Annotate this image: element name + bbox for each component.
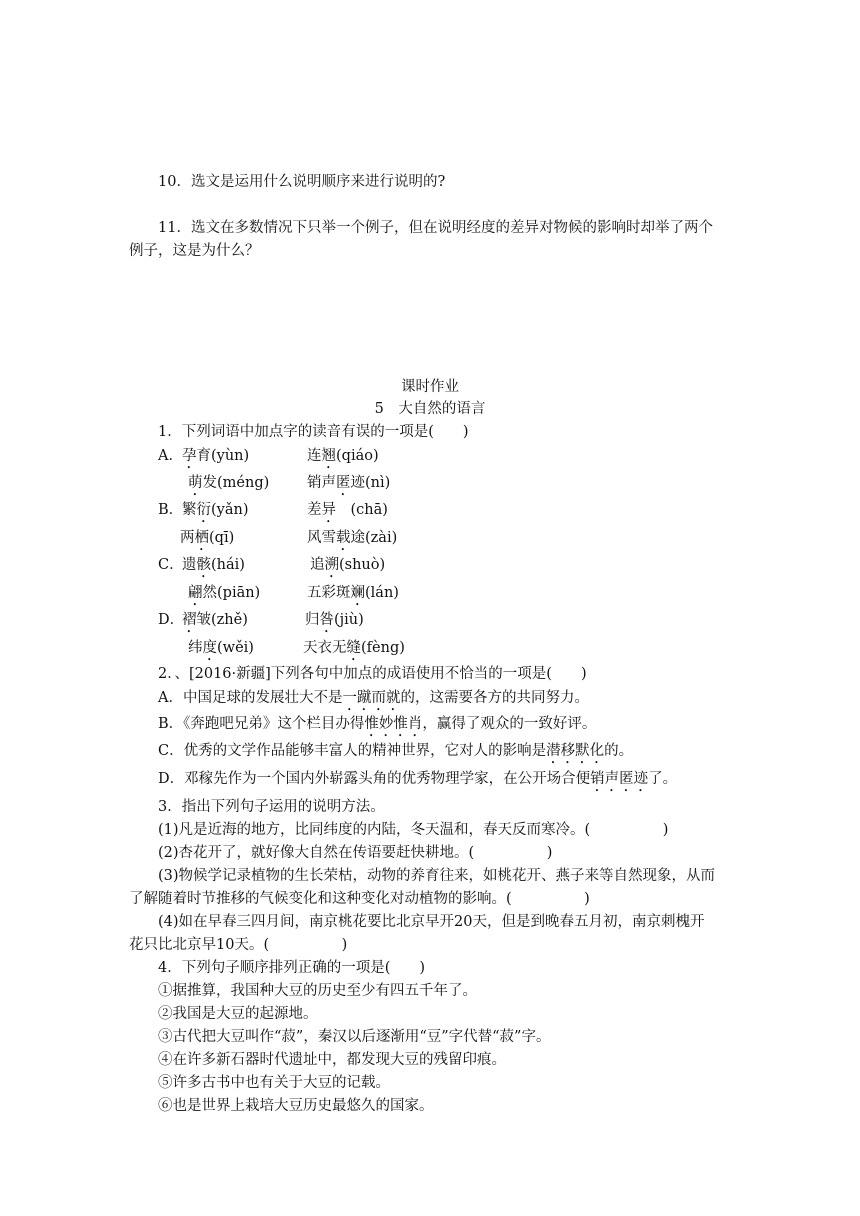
q1-d-word4: 天衣无缝(fèng)	[303, 640, 405, 656]
q4-item-3: ③古代把大豆叫作“菽”，秦汉以后逐渐用“豆”字代替“菽”字。	[158, 1029, 551, 1045]
question-11-line1: 11．选文在多数情况下只举一个例子，但在说明经度的差异对物候的影响时却举了两个	[158, 220, 713, 236]
q2-option-c: C．优秀的文学作品能够丰富人的精神世界，它对人的影响是潜移默化的。	[158, 743, 634, 759]
q4-item-5: ⑤许多古书中也有关于大豆的记载。	[158, 1075, 390, 1091]
q1-d-word2: 归咎(jiù)	[305, 612, 364, 628]
q1-c-word1: 遗骸(hái)	[182, 557, 245, 573]
q1-d-word1: 褶皱(zhě)	[182, 612, 248, 628]
q1-option-c-label: C．	[158, 557, 184, 573]
q1-b-word3: 两栖(qī)	[180, 530, 235, 546]
q1-d-word3: 纬度(wěi)	[188, 640, 254, 656]
q1-a-word4: 销声匿迹(nì)	[307, 475, 391, 491]
q1-option-a-label: A．	[158, 448, 183, 464]
q1-stem: 1．下列词语中加点字的读音有误的一项是( )	[158, 424, 469, 440]
q2-stem: 2．、[2016·新疆]下列各句中加点的成语使用不恰当的一项是( )	[158, 666, 587, 682]
q3-sentence-3-line2: 了解随着时节推移的气候变化和这种变化对动植物的影响。( )	[129, 891, 590, 907]
q3-sentence-2: (2)杏花开了，就好像大自然在传语要赶快耕地。( )	[158, 845, 553, 861]
q1-a-word2: 连翘(qiáo)	[307, 448, 379, 464]
q4-item-2: ②我国是大豆的起源地。	[158, 1006, 318, 1022]
q2-option-b: B．《奔跑吧兄弟》这个栏目办得惟妙惟肖，赢得了观众的一致好评。	[158, 716, 597, 732]
q3-sentence-4-line1: (4)如在早春三四月间，南京桃花要比北京早开20天，但是到晚春五月初，南京刺槐开	[158, 914, 705, 930]
q4-item-6: ⑥也是世界上栽培大豆历史最悠久的国家。	[158, 1098, 434, 1114]
q1-c-word2: 追溯(shuò)	[310, 557, 386, 573]
q1-a-word3: 萌发(méng)	[188, 475, 270, 491]
q4-item-4: ④在许多新石器时代遗址中，都发现大豆的残留印痕。	[158, 1052, 506, 1068]
q1-b-word1: 繁衍(yǎn)	[182, 502, 249, 518]
question-10: 10．选文是运用什么说明顺序来进行说明的?	[158, 174, 446, 190]
lesson-title: 5 大自然的语言	[374, 401, 486, 417]
q1-b-word2: 差异 (chā)	[307, 502, 388, 518]
page-title: 课时作业	[401, 379, 459, 395]
q3-sentence-1: (1)凡是近海的地方，比同纬度的内陆，冬天温和，春天反而寒冷。( )	[158, 822, 669, 838]
q2-option-d: D．邓稼先作为一个国内外崭露头角的优秀物理学家，在公开场合便销声匿迹了。	[158, 771, 678, 787]
q3-sentence-4-line2: 花只比北京早10天。( )	[129, 937, 348, 953]
question-11-line2: 例子，这是为什么？	[129, 243, 260, 259]
q1-a-word1: 孕育(yùn)	[182, 448, 250, 464]
q1-option-d-label: D．	[158, 612, 185, 628]
q4-stem: 4．下列句子顺序排列正确的一项是( )	[158, 960, 426, 976]
q1-c-word3: 翩然(piān)	[188, 585, 261, 601]
q1-c-word4: 五彩斑斓(lán)	[307, 585, 399, 601]
q1-b-word4: 风雪载途(zài)	[307, 530, 398, 546]
q3-stem: 3．指出下列句子运用的说明方法。	[158, 799, 385, 815]
q2-option-a: A．中国足球的发展壮大不是一蹴而就的，这需要各方的共同努力。	[158, 690, 589, 706]
q1-option-b-label: B．	[158, 502, 184, 518]
q4-item-1: ①据推算，我国种大豆的历史至少有四五千年了。	[158, 983, 477, 999]
q3-sentence-3-line1: (3)物候学记录植物的生长荣枯，动物的养育往来，如桃花开、燕子来等自然现象，从而	[158, 868, 716, 884]
